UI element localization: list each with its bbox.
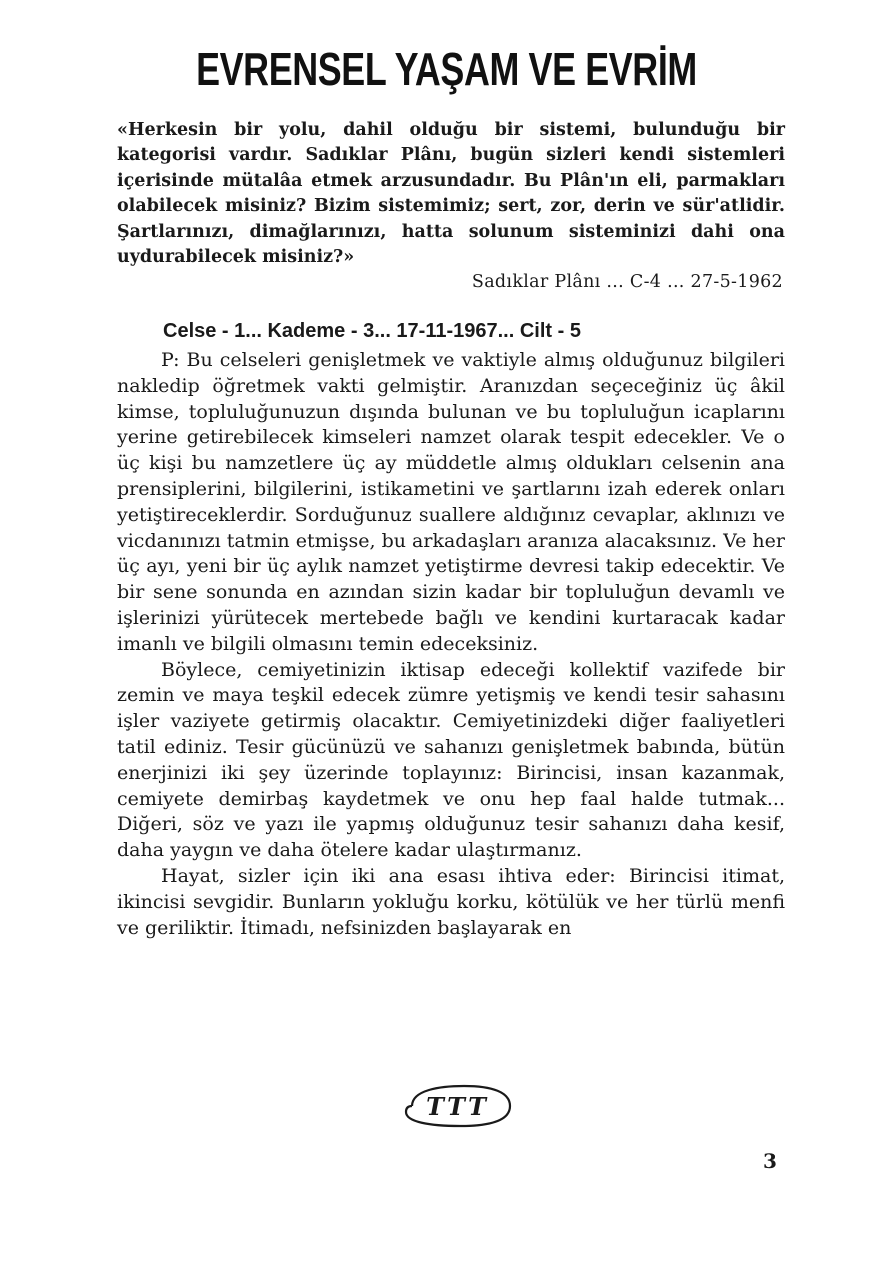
body-text bbox=[117, 348, 785, 941]
ttt-logo bbox=[400, 1082, 516, 1130]
page-number: 3 bbox=[763, 1149, 777, 1173]
session-header: Celse - 1... Kademe - 3... 17-11-1967... Cilt - 5 bbox=[163, 320, 581, 342]
paragraph: Hayat, sizler için iki ana esası ihtiva eder: Birincisi itimat, ikincisi sevgidir. Bunların yokluğu korku, kötülük ve her türlü menfi ve geriliktir. İtimadı, nefsinizden başlayarak en bbox=[117, 864, 785, 939]
paragraph: P: Bu celseleri genişletmek ve vaktiyle almış olduğunuz bilgileri nakledip öğretmek vakti gelmiştir. Aranızdan seçeceğiniz üç âkil kimse, topluluğunuzun dışında bulunan ve bu topluluğun icaplarını yerine getirebilecek kimseleri namzet olarak tespit edecekler. Ve o üç kişi bu namzetlere üç ay müddetle almış oldukları celsenin ana prensiplerini, bilgilerini, istikametini ve şartlarını izah ederek onları yetiştireceklerdir. Sorduğunuz suallere aldığınız cevaplar, aklınızı ve vicdanınızı tatmin etmişse, bu arkadaşları aranıza alacaksınız. Ve her üç ayı, yeni bir üç aylık namzet yetiştirme devresi takip edecektir. Ve bir sene sonunda en azından sizin kadar bir topluluğun devamlı ve işlerinizi yürütecek mertebede bağlı ve kendini kurtaracak kadar imanlı ve bilgili olmasını temin edeceksiniz. bbox=[117, 349, 785, 655]
paragraph: Böylece, cemiyetinizin iktisap edeceği kollektif vazifede bir zemin ve maya teşkil edecek zümre yetişmiş ve kendi tesir sahasını işler vaziyete getirmiş olacaktır. Cemiyetinizdeki diğer faaliyetleri tatil ediniz. Tesir gücünüzü ve sahanızı genişletmek babında, bütün enerjinizi iki şey üzerinde toplayınız: Birincisi, insan kazanmak, cemiyete demirbaş kaydetmek ve onu hep faal halde tutmak... Diğeri, söz ve yazı ile yapmış olduğunuz tesir sahanızı daha kesif, daha yaygın ve daha ötelere kadar ulaştırmanız. bbox=[117, 658, 785, 862]
epigraph bbox=[117, 118, 785, 270]
epigraph-quote: «Herkesin bir yolu, dahil olduğu bir sistemi, bulunduğu bir kategorisi vardır. Sadıklar Plânı, bugün sizleri kendi sistemleri içerisinde mütalâa etmek arzusundadır. Bu Plân'ın eli, parmakları olabilecek misiniz? Bizim sistemimiz; sert, zor, derin ve sür'atlidir. Şartlarınızı, dimağlarınızı, hatta solunum sisteminizi dahi ona uydurabilecek misiniz?» bbox=[117, 120, 785, 268]
logo-text: TTT bbox=[426, 1092, 490, 1121]
epigraph-attribution: Sadıklar Plânı ... C-4 ... 27-5-1962 bbox=[471, 272, 783, 292]
page-title: EVRENSEL YAŞAM VE EVRİM bbox=[196, 43, 697, 95]
